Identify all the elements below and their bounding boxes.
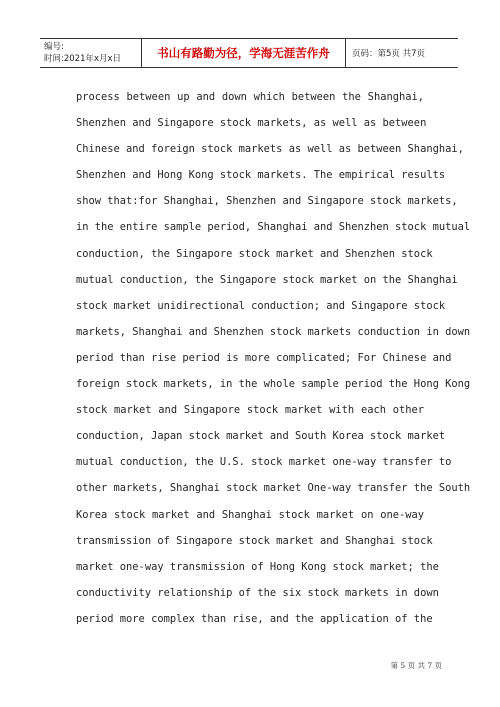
body-line: period more complex than rise, and the application of the [76, 612, 433, 625]
body-line: other markets, Shanghai stock market One-way transfer the South [76, 482, 471, 495]
header-meta [40, 39, 142, 67]
header-motto: 书山有路勤为径，学海无涯苦作舟 [142, 39, 346, 67]
body-line: market one-way transmission of Hong Kong stock market; the [76, 560, 439, 573]
body-line: Shenzhen and Singapore stock markets, as well as between [76, 117, 427, 130]
time-label: 时间:2021年x月x日 [44, 54, 122, 64]
body-line: foreign stock markets, in the whole sample period the Hong Kong [76, 378, 471, 391]
page-header [40, 38, 458, 68]
body-line: stock market unidirectional conduction; and Singapore stock [76, 299, 446, 312]
body-line: conduction, Japan stock market and South Korea stock market [76, 430, 446, 443]
body-line: Chinese and foreign stock markets as well as between Shanghai, [76, 143, 464, 156]
body-line: conduction, the Singapore stock market and Shenzhen stock [76, 247, 433, 260]
body-line: conductivity relationship of the six stock markets in down [76, 586, 439, 599]
body-line: process between up and down which between the Shanghai, [76, 91, 424, 103]
number-label: 编号: [44, 42, 64, 52]
body-line: mutual conduction, the U.S. stock market one-way transfer to [76, 456, 452, 469]
body-line: Shenzhen and Hong Kong stock markets. The empirical results [76, 169, 446, 182]
body-line: show that:for Shanghai, Shenzhen and Singapore stock markets, [76, 195, 458, 208]
page-footer: 第 5 页 共 7 页 [390, 661, 442, 670]
body-line: stock market and Singapore stock market with each other [76, 404, 424, 417]
body-paragraph [76, 84, 471, 632]
body-line: markets, Shanghai and Shenzhen stock markets conduction in down [76, 325, 471, 338]
body-line: transmission of Singapore stock market and Shanghai stock [76, 534, 433, 547]
body-line: mutual conduction, the Singapore stock market on the Shanghai [76, 273, 458, 286]
header-page-info: 页码：第5页 共7页 [352, 49, 426, 59]
body-line: period than rise period is more complicated; For Chinese and [76, 351, 452, 364]
body-line: Korea stock market and Shanghai stock market on one-way [76, 508, 424, 521]
body-line: in the entire sample period, Shanghai and Shenzhen stock mutual [76, 221, 471, 234]
